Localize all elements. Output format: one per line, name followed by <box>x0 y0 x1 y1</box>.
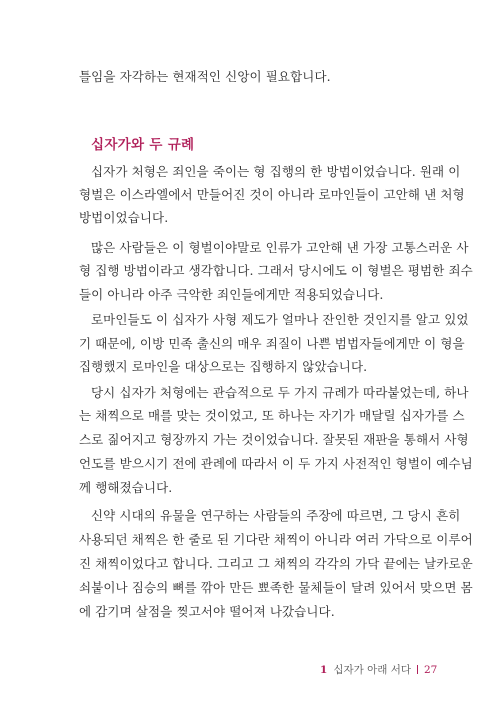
body-text-line: 사용되던 채찍은 한 줄로 된 기다란 채찍이 아니라 여러 가닥으로 이루어 <box>79 532 473 547</box>
body-text-line: 스로 짊어지고 형장까지 가는 것이었습니다. 잘못된 재판을 통해서 사형 <box>79 432 469 447</box>
body-text-line: 많은 사람들은 이 형벌이야말로 인류가 고안해 낸 가장 고통스러운 사 <box>91 240 469 255</box>
page-footer <box>320 662 438 677</box>
body-text-line: 로마인들도 이 십자가 사형 제도가 얼마나 잔인한 것인지를 알고 있었 <box>91 312 469 327</box>
body-text-line: 기 때문에, 이방 민족 출신의 매우 죄질이 나쁜 범법자들에게만 이 형을 <box>79 336 465 351</box>
body-text-line: 께 행해졌습니다. <box>79 480 173 495</box>
body-text-line: 언도를 받으시기 전에 관례에 따라서 이 두 가지 사전적인 형벌이 예수님 <box>79 456 473 471</box>
body-text-line: 들이 아니라 아주 극악한 죄인들에게만 적용되었습니다. <box>79 287 384 302</box>
section-heading: 십자가와 두 규례 <box>91 137 195 153</box>
footer-divider <box>417 665 418 674</box>
chapter-number: 1 <box>320 664 328 676</box>
body-text-line: 신약 시대의 유물을 연구하는 사람들의 주장에 따르면, 그 당시 흔히 <box>91 508 461 523</box>
body-text-line: 는 채찍으로 매를 맞는 것이었고, 또 하나는 자기가 매달릴 십자가를 스 <box>79 408 465 423</box>
body-text-line: 진 채찍이었다고 합니다. 그리고 그 채찍의 각각의 가닥 끝에는 날카로운 <box>79 556 473 571</box>
body-text-line: 에 감기며 살점을 찢고서야 떨어져 나갔습니다. <box>79 604 335 619</box>
body-text-line: 틀임을 자각하는 현재적인 신앙이 필요합니다. <box>79 69 331 84</box>
body-text-line: 형벌은 이스라엘에서 만들어진 것이 아니라 로마인들이 고안해 낸 처형 <box>79 187 465 202</box>
body-text-line: 쇠붙이나 짐승의 뼈를 깎아 만든 뾰족한 물체들이 달려 있어서 맞으면 몸 <box>79 580 473 595</box>
chapter-title: 십자가 아래 서다 <box>333 664 411 676</box>
body-text-line: 형 집행 방법이라고 생각합니다. 그래서 당시에도 이 형벌은 평범한 죄수 <box>79 263 473 278</box>
body-text-line: 십자가 처형은 죄인을 죽이는 형 집행의 한 방법이었습니다. 원래 이 <box>91 164 461 179</box>
body-text-line: 당시 십자가 처형에는 관습적으로 두 가지 규례가 따라붙었는데, 하나 <box>91 385 469 400</box>
body-text-line: 방법이었습니다. <box>79 210 169 225</box>
body-text-line: 집행했지 로마인을 대상으로는 집행하지 않았습니다. <box>79 359 368 374</box>
page-number: 27 <box>424 664 438 676</box>
